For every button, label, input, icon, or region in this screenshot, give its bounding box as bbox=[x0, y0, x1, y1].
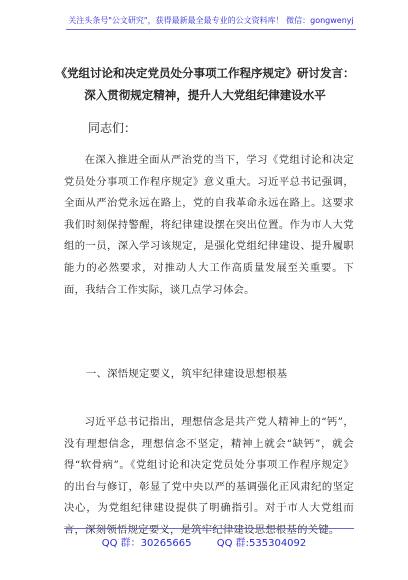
footer-qq-group-2: QQ 群:535304092 bbox=[216, 538, 307, 549]
paragraph-section-1: 习近平总书记指出，理想信念是共产党人精神上的“钙”，没有理想信念，理想信念不坚定，精神上就会“缺钙”，就会得“软骨病”。《党组讨论和决定党员处分事项工作程序规定》的出台与修订，彰显了党中央以严的基调强化正风肃纪的坚定决心，为党组纪律建设提供了明确指引。对于市人大党组而言，深刻领悟规定要义，是筑牢纪律建设思想根基的关键。 bbox=[64, 416, 354, 536]
footer bbox=[0, 534, 408, 549]
section-heading-1: 一、深悟规定要义，筑牢纪律建设思想根基 bbox=[86, 368, 288, 380]
title-line-2: 深入贯彻规定精神，提升人大党组纪律建设水平 bbox=[84, 88, 326, 102]
footer-divider bbox=[64, 528, 354, 529]
header-banner: 关注头条号"公文研究"，获得最新最全最专业的公文资料库！ 微信：gongwenyj bbox=[66, 13, 356, 30]
footer-qq-group-1: QQ 群：30265665 bbox=[101, 538, 192, 549]
salutation: 同志们： bbox=[88, 121, 137, 135]
document-title bbox=[40, 62, 370, 106]
paragraph-intro: 在深入推进全面从严治党的当下，学习《党组讨论和决定党员处分事项工作程序规定》意义重大。习近平总书记强调，全面从严治党永远在路上，党的自我革命永远在路上。这要求我们时刻保持警醒，将纪律建设摆在突出位置。作为市人大党组的一员，深入学习该规定，是强化党组纪律建设、提升履职能力的必然要求，对推动人大工作高质量发展至关重要。下面，我结合工作实际，谈几点学习体会。 bbox=[64, 154, 354, 296]
title-line-1: 《党组讨论和决定党员处分事项工作程序规定》研讨发言： bbox=[55, 66, 355, 80]
